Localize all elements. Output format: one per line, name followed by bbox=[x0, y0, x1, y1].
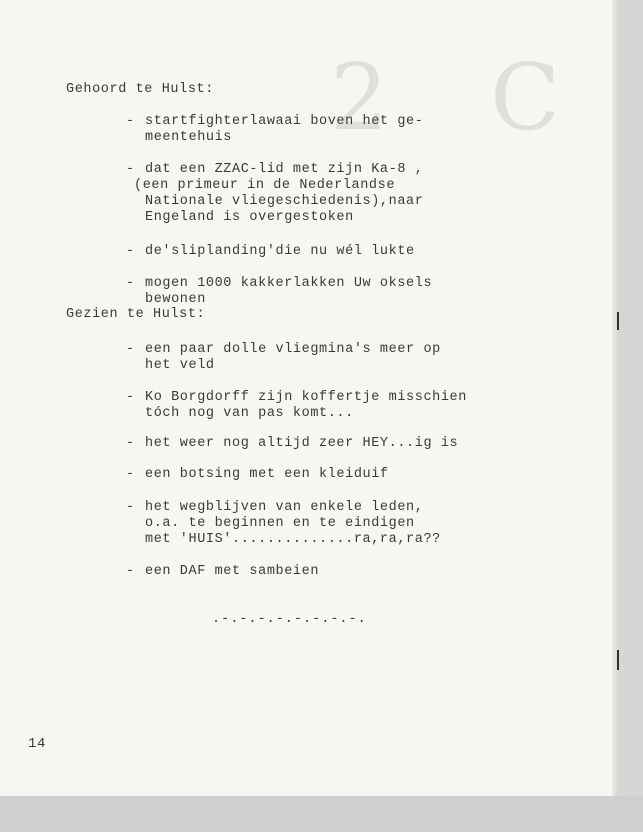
list-bullet: - bbox=[126, 436, 135, 451]
list-item-line: Nationale vliegeschiedenis),naar bbox=[145, 194, 424, 209]
list-item-line: meentehuis bbox=[145, 130, 233, 145]
list-bullet: - bbox=[126, 564, 135, 579]
binding-mark bbox=[617, 312, 619, 330]
list-bullet: - bbox=[126, 500, 135, 515]
bleed-through-mark: C bbox=[490, 44, 561, 151]
binding-mark bbox=[617, 650, 619, 670]
list-bullet: - bbox=[126, 467, 135, 482]
list-item-line: o.a. te beginnen en te eindigen bbox=[145, 516, 415, 531]
list-item-line: de'sliplanding'die nu wél lukte bbox=[145, 244, 415, 259]
list-item-line: Engeland is overgestoken bbox=[145, 210, 354, 225]
section-heading: Gehoord te Hulst: bbox=[66, 82, 214, 97]
list-bullet: - bbox=[126, 390, 135, 405]
list-item-line: een botsing met een kleiduif bbox=[145, 467, 389, 482]
list-item-line: het veld bbox=[145, 358, 215, 373]
scan-background-right bbox=[618, 0, 643, 796]
page-number: 14 bbox=[28, 736, 47, 752]
list-bullet: - bbox=[126, 244, 135, 259]
bleed-through-mark: 2 bbox=[330, 44, 389, 151]
list-item-line: bewonen bbox=[145, 292, 206, 307]
list-bullet: - bbox=[126, 162, 135, 177]
list-bullet: - bbox=[126, 276, 135, 291]
list-item-line: een paar dolle vliegmina's meer op bbox=[145, 342, 441, 357]
list-item-line: met 'HUIS'..............ra,ra,ra?? bbox=[145, 532, 441, 547]
list-item-line: tóch nog van pas komt... bbox=[145, 406, 354, 421]
list-item-line: startfighterlawaai boven het ge- bbox=[145, 114, 424, 129]
list-item-line: het wegblijven van enkele leden, bbox=[145, 500, 424, 515]
list-bullet: - bbox=[126, 342, 135, 357]
list-item-line: een DAF met sambeien bbox=[145, 564, 320, 579]
scan-background-bottom bbox=[0, 796, 643, 832]
section-heading: Gezien te Hulst: bbox=[66, 307, 206, 322]
section-divider: .-.-.-.-.-.-.-.-. bbox=[212, 612, 367, 627]
list-item-line: mogen 1000 kakkerlakken Uw oksels bbox=[145, 276, 433, 291]
list-item-line: het weer nog altijd zeer HEY...ig is bbox=[145, 436, 459, 451]
list-item-line: (een primeur in de Nederlandse bbox=[134, 178, 396, 193]
list-bullet: - bbox=[126, 114, 135, 129]
list-item-line: dat een ZZAC-lid met zijn Ka-8 , bbox=[145, 162, 424, 177]
list-item-line: Ko Borgdorff zijn koffertje misschien bbox=[145, 390, 467, 405]
